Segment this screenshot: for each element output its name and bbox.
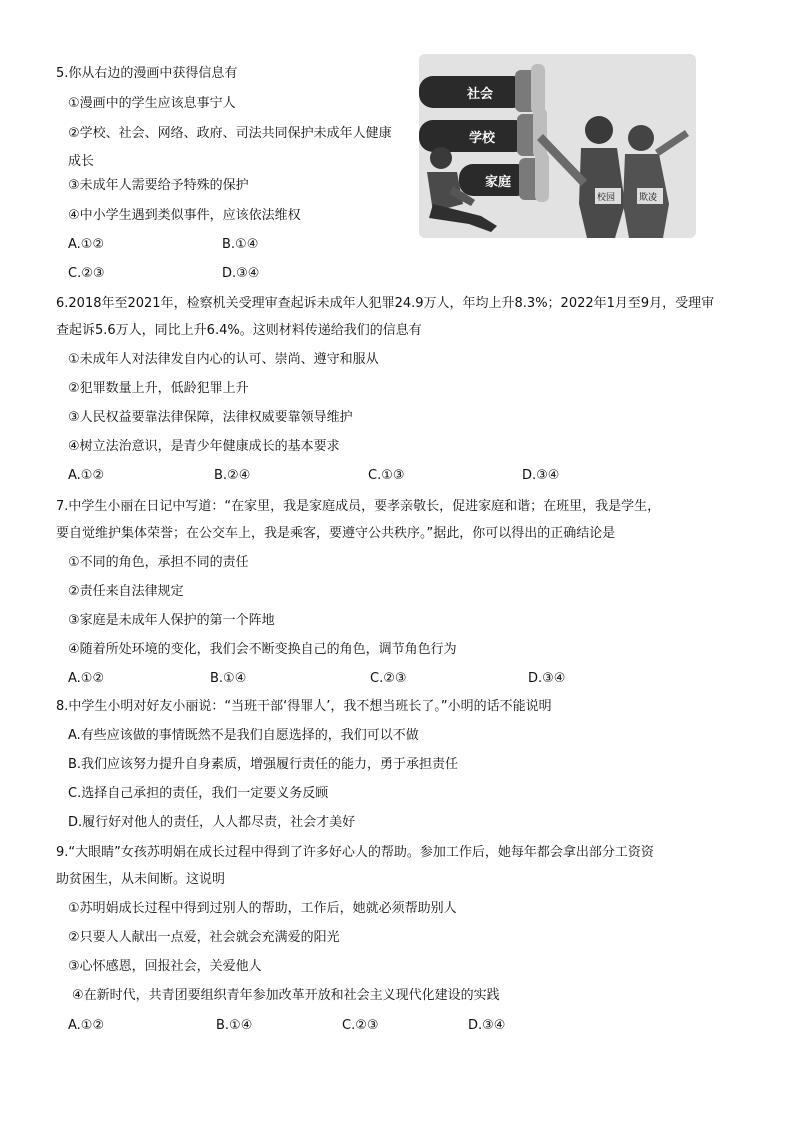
q8-option-a: A.有些应该做的事情既然不是我们自愿选择的，我们可以不做 bbox=[68, 728, 419, 743]
school-label: 学校 bbox=[469, 131, 496, 146]
q6-item-3: ③人民权益要靠法律保障，法律权威要靠领导维护 bbox=[68, 410, 353, 425]
q6-item-4: ④树立法治意识，是青少年健康成长的基本要求 bbox=[68, 439, 340, 454]
q7-option-d: D.③④ bbox=[528, 671, 566, 686]
q6-option-c: C.①③ bbox=[368, 468, 405, 483]
q6-option-b: B.②④ bbox=[214, 468, 251, 483]
q9-option-c: C.②③ bbox=[342, 1018, 379, 1033]
q5-item-3: ③未成年人需要给予特殊的保护 bbox=[68, 178, 249, 193]
q5-option-b: B.①④ bbox=[222, 237, 259, 252]
q5-option-a: A.①② bbox=[68, 237, 105, 252]
q5-stem: 5.你从右边的漫画中获得信息有 bbox=[56, 66, 238, 81]
q5-option-d: D.③④ bbox=[222, 266, 260, 281]
comic-illustration bbox=[419, 54, 696, 238]
q9-stem-line-2: 助贫困生，从未间断。这说明 bbox=[56, 872, 226, 887]
bullying-label: 欺凌 bbox=[639, 193, 658, 203]
q6-item-1: ①未成年人对法律发自内心的认可、崇尚、遵守和服从 bbox=[68, 352, 379, 367]
q9-item-1: ①苏明娟成长过程中得到过别人的帮助，工作后，她就必须帮助别人 bbox=[68, 901, 457, 916]
q9-item-2: ②只要人人献出一点爱，社会就会充满爱的阳光 bbox=[68, 930, 340, 945]
family-label: 家庭 bbox=[485, 175, 512, 190]
q5-item-1: ①漫画中的学生应该息事宁人 bbox=[68, 96, 236, 111]
q5-item-2: ②学校、社会、网络、政府、司法共同保护未成年人健康 bbox=[68, 126, 392, 141]
q7-stem-line-2: 要自觉维护集体荣誉；在公交车上，我是乘客，要遵守公共秩序。”据此，你可以得出的正确结论是 bbox=[56, 526, 616, 541]
q7-item-2: ②责任来自法律规定 bbox=[68, 584, 184, 599]
q7-item-1: ①不同的角色，承担不同的责任 bbox=[68, 555, 249, 570]
q6-option-a: A.①② bbox=[68, 468, 105, 483]
q5-item-4: ④中小学生遇到类似事件，应该依法维权 bbox=[68, 208, 301, 223]
q9-option-d: D.③④ bbox=[468, 1018, 506, 1033]
q6-option-d: D.③④ bbox=[522, 468, 560, 483]
q7-option-b: B.①④ bbox=[210, 671, 247, 686]
q6-item-2: ②犯罪数量上升，低龄犯罪上升 bbox=[68, 381, 249, 396]
q7-item-3: ③家庭是未成年人保护的第一个阵地 bbox=[68, 613, 275, 628]
q5-item-2-cont: 成长 bbox=[68, 154, 95, 169]
q9-item-4: ④在新时代，共青团要组织青年参加改革开放和社会主义现代化建设的实践 bbox=[72, 988, 500, 1003]
q7-option-c: C.②③ bbox=[370, 671, 407, 686]
q7-option-a: A.①② bbox=[68, 671, 105, 686]
q7-stem-line-1: 7.中学生小丽在日记中写道：“在家里，我是家庭成员，要孝亲敬长，促进家庭和谐；在班里，我是学生， bbox=[56, 499, 661, 514]
q8-option-d: D.履行好对他人的责任，人人都尽责，社会才美好 bbox=[68, 815, 356, 830]
q8-stem: 8.中学生小明对好友小丽说：“当班干部‘得罪人’，我不想当班长了。”小明的话不能说明 bbox=[56, 699, 552, 714]
q8-option-b: B.我们应该努力提升自身素质，增强履行责任的能力，勇于承担责任 bbox=[68, 757, 459, 772]
q5-option-c: C.②③ bbox=[68, 266, 105, 281]
q9-option-b: B.①④ bbox=[216, 1018, 253, 1033]
q9-item-3: ③心怀感恩，回报社会，关爱他人 bbox=[68, 959, 262, 974]
q6-stem-line-2: 查起诉5.6万人，同比上升6.4%。这则材料传递给我们的信息有 bbox=[56, 323, 422, 338]
q7-item-4: ④随着所处环境的变化，我们会不断变换自己的角色，调节角色行为 bbox=[68, 642, 457, 657]
q6-stem-line-1: 6.2018年至2021年，检察机关受理审查起诉未成年人犯罪24.9万人，年均上升8.3%；2022年1月至9月，受理审 bbox=[56, 296, 715, 311]
q9-stem-line-1: 9.“大眼睛”女孩苏明娟在成长过程中得到了许多好心人的帮助。参加工作后，她每年都会拿出部分工资资 bbox=[56, 845, 654, 860]
q9-option-a: A.①② bbox=[68, 1018, 105, 1033]
society-label: 社会 bbox=[467, 87, 494, 102]
q8-option-c: C.选择自己承担的责任，我们一定要义务反顾 bbox=[68, 786, 329, 801]
campus-label: 校园 bbox=[597, 193, 616, 203]
